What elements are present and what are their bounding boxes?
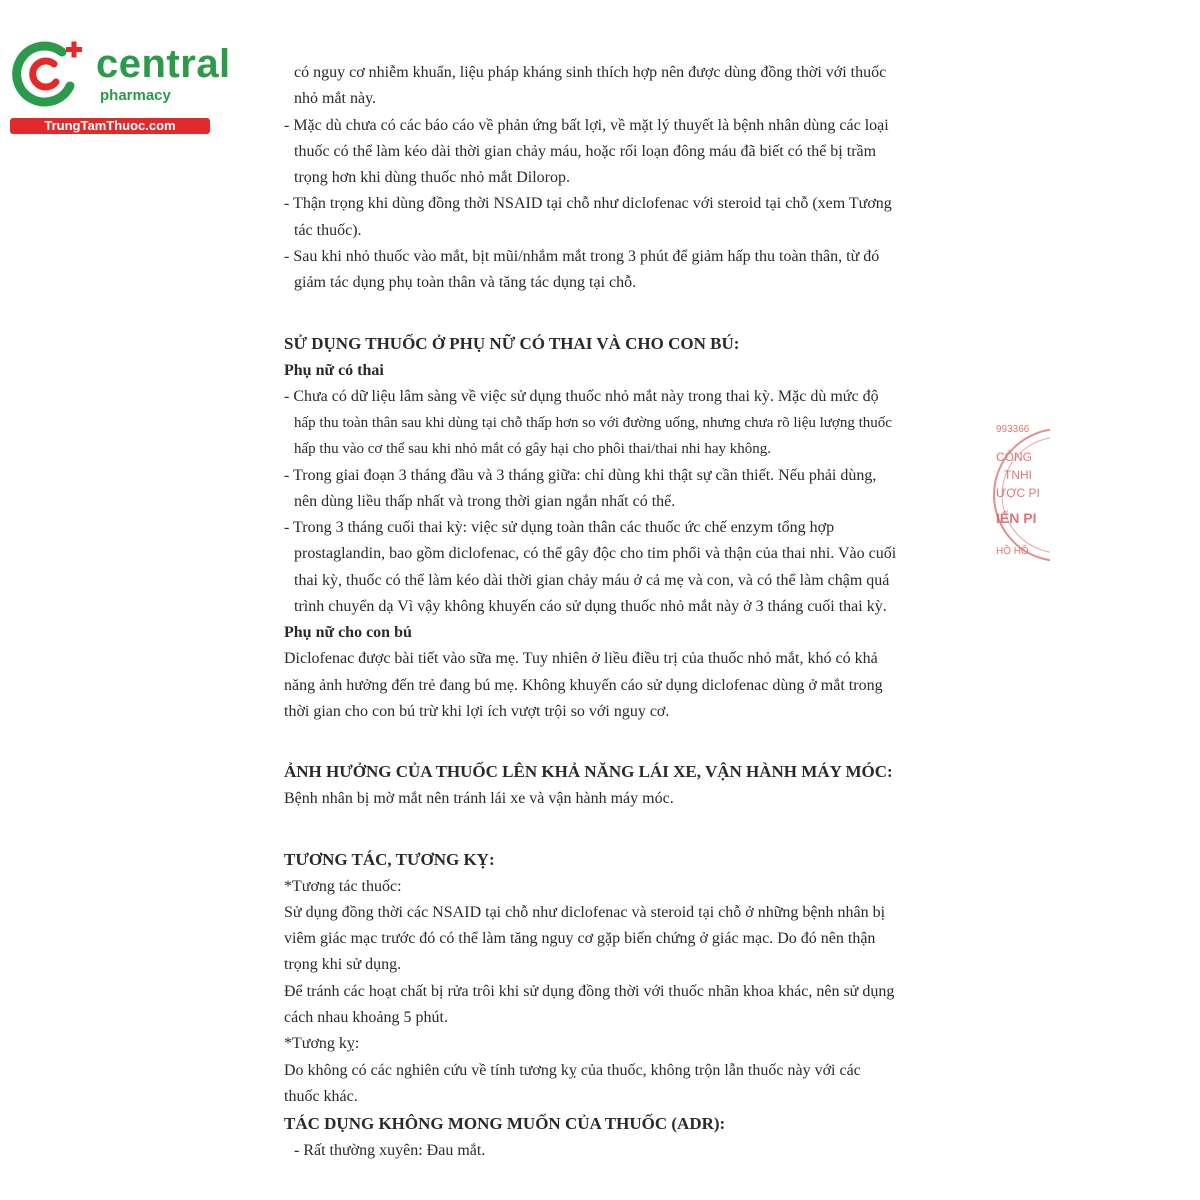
paragraph-line: Do không có các nghiên cứu về tính tương kỵ của thuốc, không trộn lẫn thuốc này với các <box>284 1061 861 1079</box>
stamp-text: ƯỢC PI <box>996 486 1040 500</box>
pharmacy-cross-icon <box>10 38 90 108</box>
section-heading-interactions: TƯƠNG TÁC, TƯƠNG KỴ: <box>284 849 495 869</box>
paragraph-line: Sử dụng đồng thời các NSAID tại chỗ như diclofenac và steroid tại chỗ ở những bệnh nhân bị <box>284 903 886 921</box>
stamp-text: HỒ HỒ <box>996 546 1029 557</box>
paragraph-line: thuốc khác. <box>284 1087 358 1105</box>
bullet-line: - Sau khi nhỏ thuốc vào mắt, bịt mũi/nhắm mắt trong 3 phút để giảm hấp thu toàn thân, từ đó <box>284 248 880 266</box>
paragraph-line: có nguy cơ nhiễm khuẩn, liệu pháp kháng sinh thích hợp nên được dùng đồng thời với thuốc <box>294 64 887 81</box>
paragraph-line: trọng hơn khi dùng thuốc nhỏ mắt Dilorop. <box>294 169 570 187</box>
paragraph-line: trình chuyển dạ Vì vậy không khuyến cáo sử dụng thuốc nhỏ mắt này ở 3 tháng cuối thai kỳ. <box>294 598 887 616</box>
paragraph-line: năng ảnh hưởng đến trẻ đang bú mẹ. Không khuyến cáo sử dụng diclofenac dùng ở mắt trong <box>284 676 883 694</box>
subheading-pregnant-women: Phụ nữ có thai <box>284 361 384 379</box>
brand-subtitle: pharmacy <box>100 87 171 104</box>
paragraph-line: viêm giác mạc trước đó có thể làm tăng nguy cơ gặp biến chứng ở giác mạc. Do đó nên thận <box>284 930 876 948</box>
paragraph-line: prostaglandin, bao gồm diclofenac, có thể gây độc cho tim phổi và thận của thai nhi. Vào cuối <box>294 545 897 563</box>
paragraph-line: Để tránh các hoạt chất bị rửa trôi khi sử dụng đồng thời với thuốc nhãn khoa khác, nên sử dụng <box>284 982 895 1000</box>
paragraph-line: Bệnh nhân bị mờ mắt nên tránh lái xe và vận hành máy móc. <box>284 790 674 808</box>
paragraph-line: *Tương tác thuốc: <box>284 877 402 895</box>
paragraph-line: *Tương kỵ: <box>284 1035 360 1053</box>
document-body <box>284 60 952 1165</box>
bullet-line: - Chưa có dữ liệu lâm sàng về việc sử dụng thuốc nhỏ mắt này trong thai kỳ. Mặc dù mức độ <box>284 387 879 405</box>
paragraph-line: thai kỳ, thuốc có thể làm kéo dài thời gian chảy máu ở cả mẹ và con, và có thể làm chậm quá <box>294 571 890 589</box>
brand-domain: TrungTamThuoc.com <box>10 118 210 134</box>
bullet-line: - Mặc dù chưa có các báo cáo về phản ứng bất lợi, về mặt lý thuyết là bệnh nhân dùng các loại <box>284 116 889 134</box>
paragraph-line: cách nhau khoảng 5 phút. <box>284 1009 448 1027</box>
paragraph-line: giảm tác dụng phụ toàn thân và tăng tác dụng tại chỗ. <box>294 274 637 292</box>
company-stamp <box>990 410 1050 580</box>
paragraph-line: hấp thu toàn thân sau khi dùng tại chỗ thấp hơn so với đường uống, nhưng chưa rõ liệu lượng thuốc <box>294 414 892 431</box>
stamp-text: TNHI <box>1004 468 1032 482</box>
stamp-text: IẾN PI <box>996 510 1037 526</box>
paragraph-line: thuốc có thể làm kéo dài thời gian chảy máu, hoặc rối loạn đông máu đã biết có thể bị trầm <box>294 142 877 160</box>
paragraph-line: hấp thu vào cơ thể sau khi nhỏ mắt có gây hại cho phôi thai/thai nhi hay không. <box>294 441 771 458</box>
brand-logo <box>10 38 231 138</box>
paragraph-line: tác thuốc). <box>294 221 362 239</box>
paragraph-line: thời gian cho con bú trừ khi lợi ích vượt trội so với nguy cơ. <box>284 702 670 720</box>
bullet-line: - Trong 3 tháng cuối thai kỳ: việc sử dụng toàn thân các thuốc ức chế enzym tổng hợp <box>284 519 835 537</box>
bullet-line: - Trong giai đoạn 3 tháng đầu và 3 tháng giữa: chỉ dùng khi thật sự cần thiết. Nếu phải dùng, <box>284 466 877 484</box>
paragraph-line: nên dùng liều thấp nhất và trong thời gian ngắn nhất có thể. <box>294 492 676 510</box>
bullet-line: - Thận trọng khi dùng đồng thời NSAID tại chỗ như diclofenac với steroid tại chỗ (xem Tương <box>284 195 892 213</box>
bullet-line: - Rất thường xuyên: Đau mắt. <box>294 1142 486 1160</box>
paragraph-line: Diclofenac được bài tiết vào sữa mẹ. Tuy nhiên ở liều điều trị của thuốc nhỏ mắt, khó có khả <box>284 650 878 668</box>
paragraph-line: nhỏ mắt này. <box>294 90 377 108</box>
section-heading-pregnancy: SỬ DỤNG THUỐC Ở PHỤ NỮ CÓ THAI VÀ CHO CON BÚ: <box>284 333 740 353</box>
paragraph-line: trọng khi sử dụng. <box>284 956 402 974</box>
subheading-breastfeeding: Phụ nữ cho con bú <box>284 624 412 642</box>
stamp-text: CÔNG <box>996 450 1032 464</box>
brand-name: central <box>96 42 231 86</box>
section-heading-driving: ẢNH HƯỞNG CỦA THUỐC LÊN KHẢ NĂNG LÁI XE, VẬN HÀNH MÁY MÓC: <box>284 762 893 782</box>
section-heading-adr: TÁC DỤNG KHÔNG MONG MUỐN CỦA THUỐC (ADR): <box>284 1114 726 1134</box>
stamp-text: 993366 <box>996 424 1030 435</box>
